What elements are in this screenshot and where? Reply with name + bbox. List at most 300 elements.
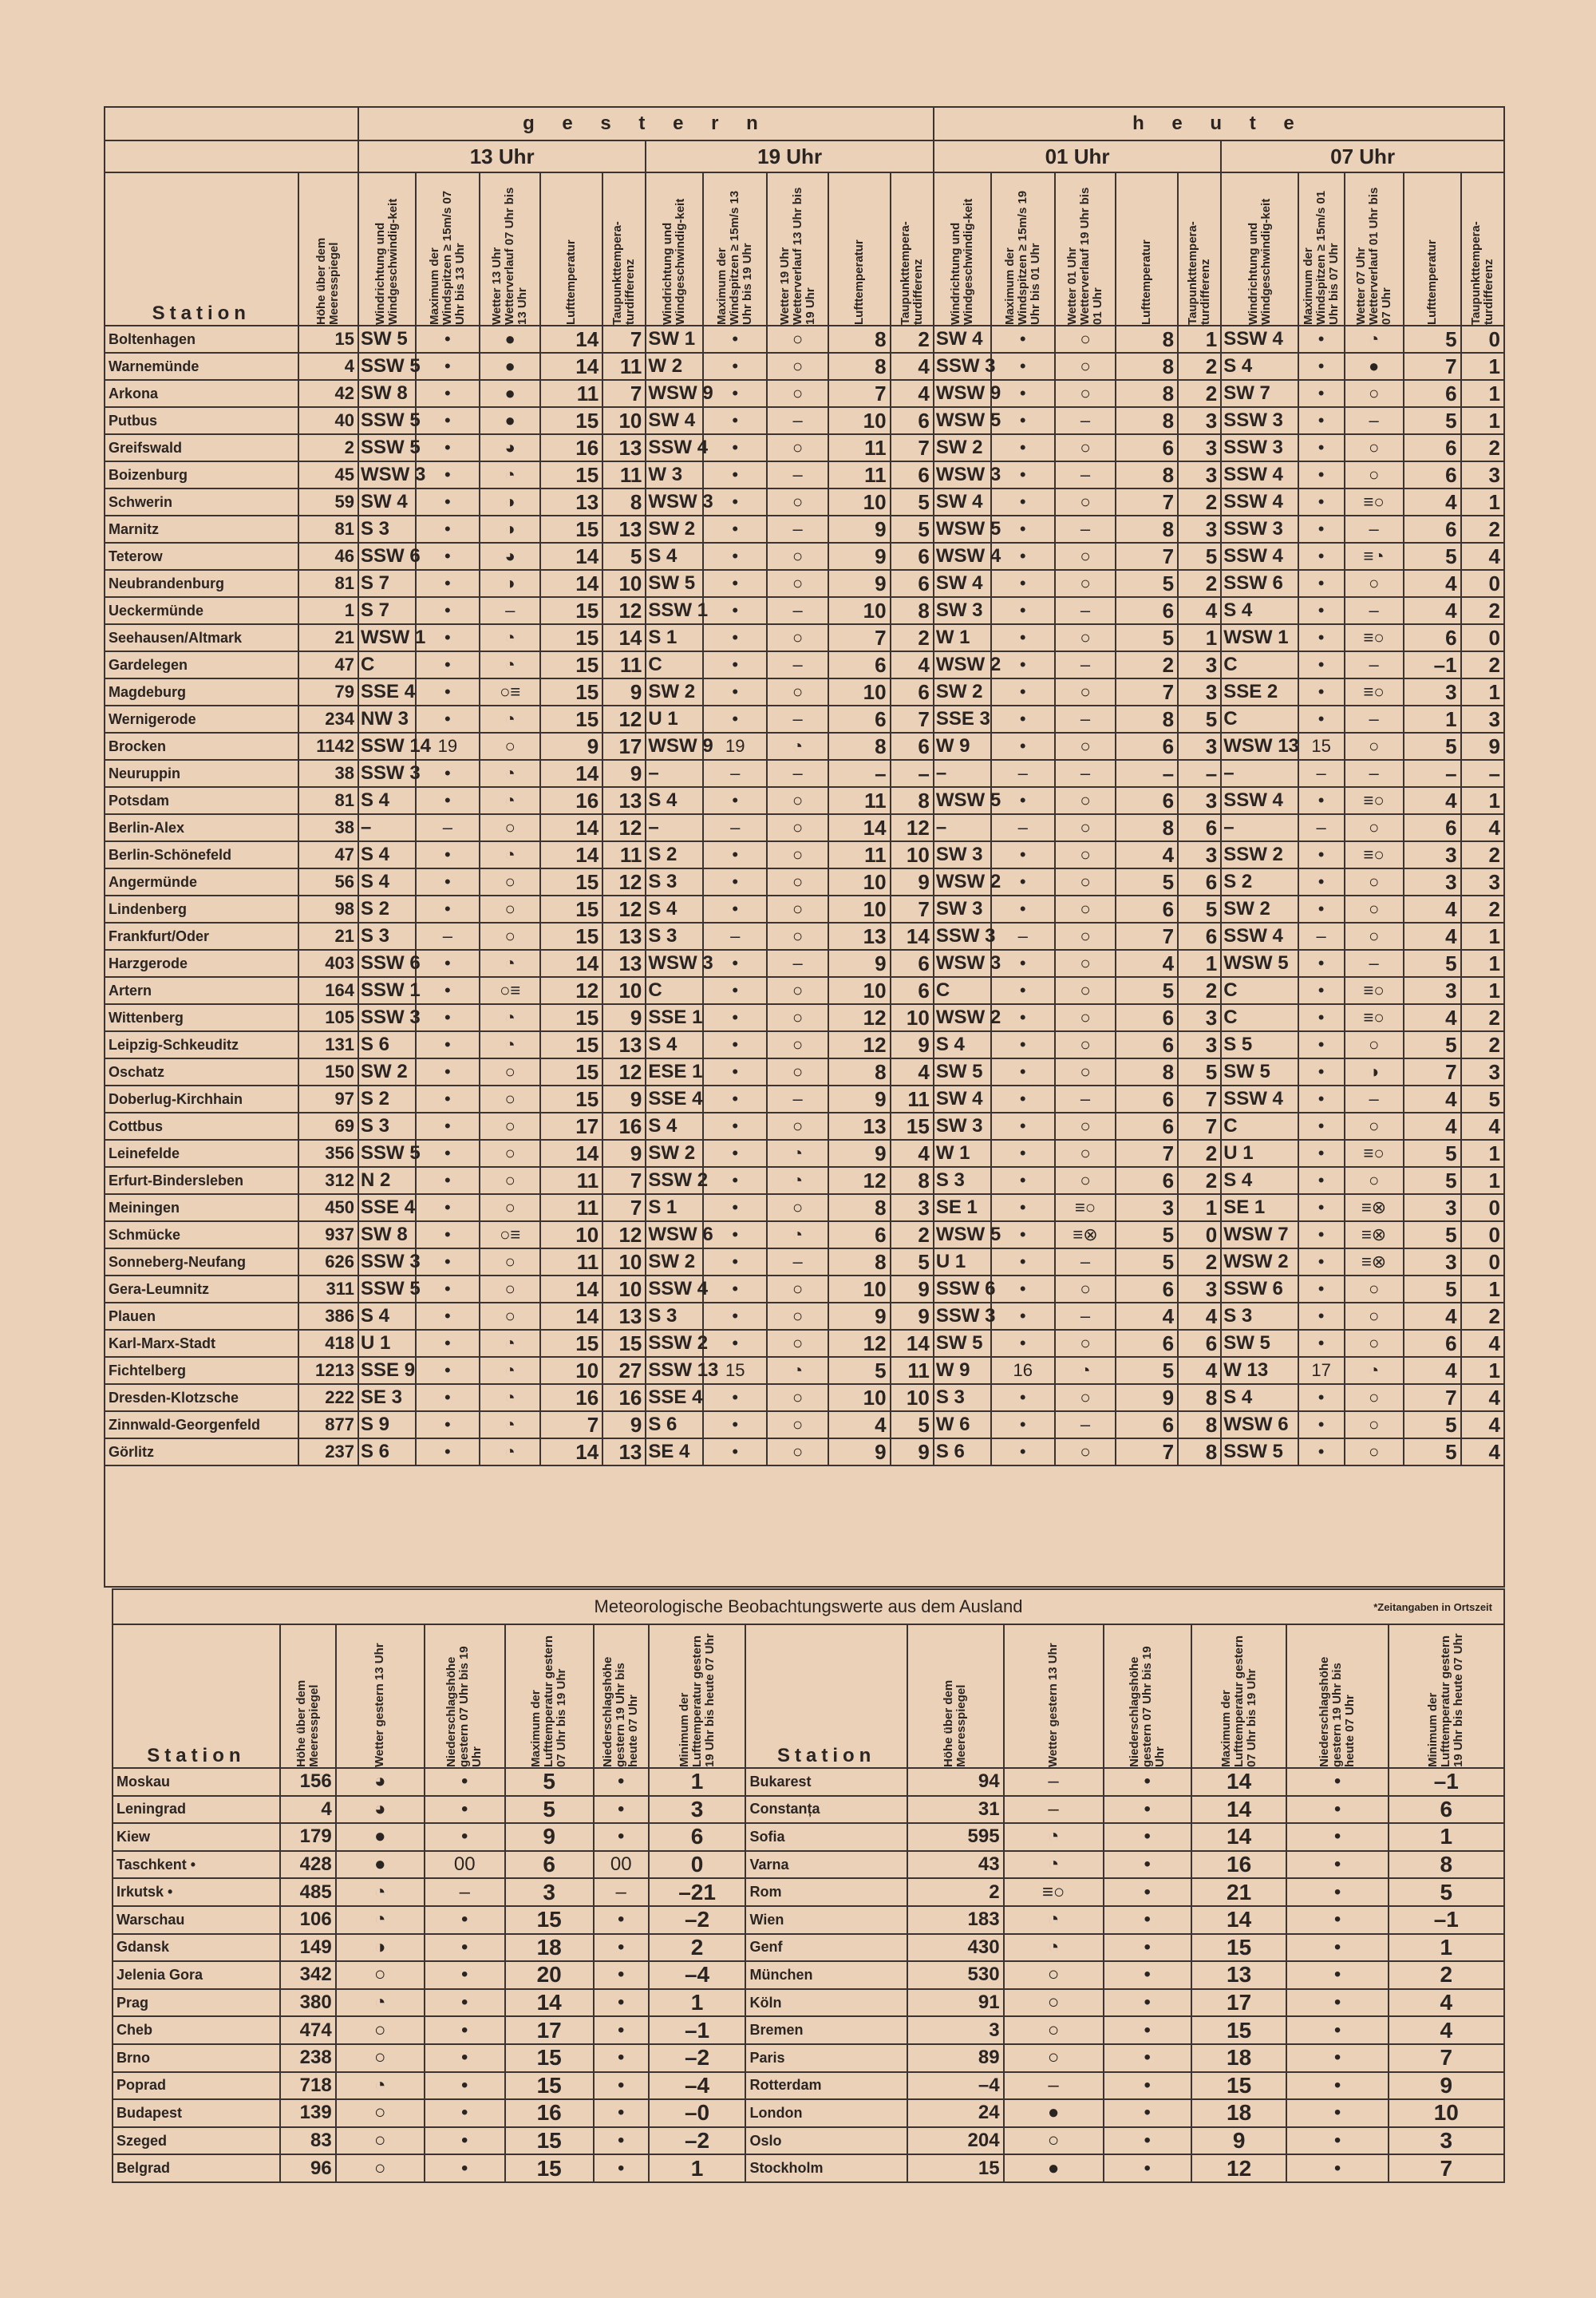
data-cell: •	[991, 868, 1055, 896]
station-name: Marnitz	[105, 516, 298, 543]
station-name: Gera-Leumnitz	[105, 1276, 298, 1303]
data-cell: WSW 9	[646, 380, 703, 407]
data-cell: C	[1221, 977, 1298, 1004]
data-cell: WSW 9	[934, 380, 991, 407]
data-cell: 11	[540, 1248, 602, 1276]
column-header-label: Maximum der Windspitzen ≥ 15m/s 07 Uhr bis 13 Uhr	[427, 190, 467, 325]
data-cell: 7	[1116, 1438, 1178, 1465]
foreign-data-cell: •	[425, 2154, 505, 2182]
data-cell: 16	[602, 1113, 646, 1140]
foreign-data-cell: –1	[1389, 1768, 1504, 1796]
foreign-data-cell: •	[594, 1823, 649, 1851]
data-cell: 2	[1461, 1004, 1504, 1031]
data-cell: SW 4	[934, 326, 991, 353]
data-cell: S 2	[646, 841, 703, 868]
data-cell: ○	[1055, 488, 1116, 516]
data-cell: 1	[1461, 950, 1504, 977]
data-cell: ○	[767, 1031, 828, 1058]
data-cell: ○	[1055, 1276, 1116, 1303]
data-cell: •	[1298, 1330, 1345, 1357]
data-cell: S 9	[358, 1411, 416, 1438]
table-row	[105, 896, 1504, 923]
data-cell: •	[1298, 1221, 1345, 1248]
data-cell: ◔	[1345, 326, 1404, 353]
data-cell: ○≡	[480, 977, 541, 1004]
time-group-01: 01 Uhr	[934, 140, 1221, 172]
data-cell: •	[991, 1221, 1055, 1248]
data-cell: •	[416, 841, 480, 868]
foreign-station-name: Sofia	[745, 1823, 907, 1851]
data-cell: •	[416, 1194, 480, 1221]
data-cell: 0	[1461, 570, 1504, 597]
data-cell: 12	[828, 1004, 891, 1031]
data-cell: •	[1298, 977, 1345, 1004]
data-cell: 1	[1461, 488, 1504, 516]
data-cell: 3	[1178, 1004, 1221, 1031]
data-cell: SSW 2	[646, 1167, 703, 1194]
data-cell: C	[358, 651, 416, 678]
station-name: Angermünde	[105, 868, 298, 896]
data-cell: 3	[1461, 1058, 1504, 1086]
data-cell: •	[991, 1140, 1055, 1167]
station-name: Warnemünde	[105, 353, 298, 380]
time-group-13: 13 Uhr	[358, 140, 646, 172]
foreign-data-cell: ○	[336, 2154, 425, 2182]
foreign-data-cell: •	[1104, 2099, 1191, 2127]
data-cell: 11	[828, 787, 891, 814]
data-cell: SSE 3	[934, 706, 991, 733]
data-cell: 10	[602, 407, 646, 434]
data-cell: 8	[828, 353, 891, 380]
foreign-column-label: Minimum der Lufttemperatur gestern 19 Uhr bis heute 07 Uhr	[1426, 1633, 1466, 1767]
data-cell: ≡○	[1345, 1140, 1404, 1167]
table-row	[105, 543, 1504, 570]
data-cell: S 4	[358, 1303, 416, 1330]
data-cell: ○	[1055, 1058, 1116, 1086]
column-header-0-2	[480, 172, 541, 326]
data-cell: ≡○	[1055, 1194, 1116, 1221]
data-cell: 9	[602, 760, 646, 787]
data-cell: –	[1055, 760, 1116, 787]
data-cell: 69	[298, 1113, 358, 1140]
data-cell: ≡⊗	[1345, 1194, 1404, 1221]
data-cell: SSW 1	[358, 977, 416, 1004]
foreign-data-cell: •	[1104, 1768, 1191, 1796]
data-cell: WSW 13	[1221, 733, 1298, 760]
station-name: Arkona	[105, 380, 298, 407]
data-cell: NW 3	[358, 706, 416, 733]
data-cell: 5	[1404, 1031, 1461, 1058]
data-cell: 3	[1461, 706, 1504, 733]
data-cell: SSW 14	[358, 733, 416, 760]
data-cell: 3	[1461, 461, 1504, 488]
foreign-data-cell: ◔	[336, 1906, 425, 1934]
data-cell: •	[1298, 1411, 1345, 1438]
data-cell: –	[1055, 706, 1116, 733]
foreign-station-name: Rotterdam	[745, 2072, 907, 2100]
data-cell: 9	[828, 1086, 891, 1113]
column-header-label: Windrichtung und Windgeschwindig-keit	[373, 198, 400, 325]
foreign-data-cell: 428	[280, 1851, 336, 1879]
data-cell: 81	[298, 787, 358, 814]
data-cell: 3	[1116, 1194, 1178, 1221]
data-cell: –	[703, 814, 767, 841]
data-cell: •	[1298, 1031, 1345, 1058]
data-cell: ○	[1055, 896, 1116, 923]
data-cell: ≡○	[1345, 678, 1404, 706]
foreign-data-cell: 24	[907, 2099, 1004, 2127]
station-name: Leipzig-Schkeuditz	[105, 1031, 298, 1058]
data-cell: ≡⊗	[1055, 1221, 1116, 1248]
data-cell: •	[1298, 706, 1345, 733]
data-cell: S 4	[1221, 1384, 1298, 1411]
data-cell: 15	[540, 1004, 602, 1031]
data-cell: •	[703, 380, 767, 407]
table-row	[105, 1031, 1504, 1058]
data-cell: –	[991, 814, 1055, 841]
data-cell: •	[703, 1221, 767, 1248]
data-cell: 16	[540, 434, 602, 461]
data-cell: 7	[1404, 353, 1461, 380]
foreign-data-cell: –1	[1389, 1906, 1504, 1934]
data-cell: •	[416, 380, 480, 407]
data-cell: W 9	[934, 1357, 991, 1384]
foreign-data-cell: 8	[1389, 1851, 1504, 1879]
foreign-data-cell: 15	[505, 2127, 594, 2155]
data-cell: •	[416, 1248, 480, 1276]
data-cell: WSW 2	[934, 1004, 991, 1031]
data-cell: SW 2	[358, 1058, 416, 1086]
data-cell: •	[703, 1303, 767, 1330]
data-cell: 9	[891, 1303, 934, 1330]
data-cell: •	[416, 1411, 480, 1438]
data-cell: 21	[298, 923, 358, 950]
data-cell: –	[1055, 1411, 1116, 1438]
foreign-table-row	[113, 1989, 1504, 2017]
data-cell: •	[416, 1031, 480, 1058]
foreign-station-name: Kiew	[113, 1823, 280, 1851]
data-cell: •	[703, 896, 767, 923]
data-cell: •	[991, 1411, 1055, 1438]
table-row	[105, 868, 1504, 896]
data-cell: •	[991, 1330, 1055, 1357]
foreign-data-cell: •	[425, 1989, 505, 2017]
data-cell: 4	[1404, 1357, 1461, 1384]
data-cell: 15	[602, 1330, 646, 1357]
data-cell: 311	[298, 1276, 358, 1303]
foreign-data-cell: 91	[907, 1989, 1004, 2017]
data-cell: 0	[1461, 624, 1504, 651]
foreign-data-cell: 139	[280, 2099, 336, 2127]
data-cell: 164	[298, 977, 358, 1004]
data-cell: 6	[891, 733, 934, 760]
data-cell: ○	[1055, 1031, 1116, 1058]
data-cell: 0	[1461, 326, 1504, 353]
data-cell: 15	[1298, 733, 1345, 760]
data-cell: SW 2	[1221, 896, 1298, 923]
data-cell: ○	[1055, 434, 1116, 461]
data-cell: ○	[1345, 1438, 1404, 1465]
data-cell: WSW 5	[934, 1221, 991, 1248]
table-row	[105, 1384, 1504, 1411]
data-cell: 13	[828, 923, 891, 950]
data-cell: 7	[602, 326, 646, 353]
data-cell: SW 4	[934, 488, 991, 516]
data-cell: 1	[1461, 977, 1504, 1004]
data-cell: •	[703, 1194, 767, 1221]
data-cell: –	[767, 706, 828, 733]
station-name: Putbus	[105, 407, 298, 434]
data-cell: S 7	[358, 597, 416, 624]
foreign-data-cell: •	[1286, 1768, 1388, 1796]
data-cell: ○	[1345, 1031, 1404, 1058]
data-cell: ≡○	[1345, 787, 1404, 814]
data-cell: 1	[1404, 706, 1461, 733]
foreign-data-cell: •	[1286, 1878, 1388, 1906]
data-cell: 5	[1178, 1058, 1221, 1086]
foreign-data-cell: ○	[1004, 1961, 1104, 1989]
data-cell: 9	[828, 570, 891, 597]
station-name: Zinnwald-Georgenfeld	[105, 1411, 298, 1438]
data-cell: 4	[1404, 1303, 1461, 1330]
data-cell: ○	[1055, 977, 1116, 1004]
data-cell: SSW 4	[1221, 488, 1298, 516]
data-cell: –	[767, 597, 828, 624]
data-cell: •	[991, 977, 1055, 1004]
data-cell: 14	[540, 543, 602, 570]
station-name: Brocken	[105, 733, 298, 760]
data-cell: SSW 4	[1221, 543, 1298, 570]
data-cell: 2	[1178, 488, 1221, 516]
data-cell: ◕	[480, 543, 541, 570]
table-row	[105, 923, 1504, 950]
data-cell: W 6	[934, 1411, 991, 1438]
data-cell: 15	[540, 868, 602, 896]
data-cell: 13	[602, 950, 646, 977]
data-cell: 6	[828, 651, 891, 678]
data-cell: ○	[480, 1248, 541, 1276]
data-cell: 8	[828, 326, 891, 353]
time-group-07: 07 Uhr	[1221, 140, 1504, 172]
data-cell: ●	[480, 380, 541, 407]
data-cell: 6	[1116, 1167, 1178, 1194]
data-cell: ◔	[480, 1031, 541, 1058]
data-cell: ○	[767, 434, 828, 461]
foreign-data-cell: –	[425, 1878, 505, 1906]
data-cell: S 3	[934, 1167, 991, 1194]
table-row	[105, 326, 1504, 353]
data-cell: SSE 4	[358, 1194, 416, 1221]
data-cell: WSW 1	[358, 624, 416, 651]
data-cell: •	[703, 868, 767, 896]
data-cell: 3	[891, 1194, 934, 1221]
data-cell: SSW 3	[358, 760, 416, 787]
data-cell: •	[991, 706, 1055, 733]
station-name: Oschatz	[105, 1058, 298, 1086]
station-name: Greifswald	[105, 434, 298, 461]
foreign-data-cell: •	[594, 1906, 649, 1934]
foreign-table-row	[113, 1796, 1504, 1824]
foreign-station-name: Bremen	[745, 2016, 907, 2044]
column-header-label: Wetter 13 Uhr Wetterverlauf 07 Uhr bis 13 Uhr	[490, 187, 530, 325]
column-header-label: Taupunkttempera-turdifferenz	[1468, 221, 1495, 325]
data-cell: 6	[891, 543, 934, 570]
data-cell: WSW 5	[934, 516, 991, 543]
data-cell: ≡⊗	[1345, 1248, 1404, 1276]
foreign-data-cell: •	[594, 2127, 649, 2155]
data-cell: 14	[540, 570, 602, 597]
foreign-data-cell: •	[594, 1768, 649, 1796]
data-cell: ○	[767, 678, 828, 706]
data-cell: U 1	[1221, 1140, 1298, 1167]
data-cell: WSW 3	[934, 950, 991, 977]
foreign-data-cell: –4	[649, 2072, 746, 2100]
data-cell: ○	[1345, 434, 1404, 461]
data-cell: 4	[1404, 923, 1461, 950]
data-cell: SW 5	[1221, 1058, 1298, 1086]
data-cell: SW 2	[646, 678, 703, 706]
data-cell: 6	[1404, 434, 1461, 461]
column-header-label: Wetter 19 Uhr Wetterverlauf 13 Uhr bis 19 Uhr	[777, 187, 817, 325]
data-cell: 8	[891, 597, 934, 624]
data-cell: ◔	[480, 1357, 541, 1384]
data-cell: 11	[540, 380, 602, 407]
foreign-data-cell: •	[1104, 2127, 1191, 2155]
station-name: Fichtelberg	[105, 1357, 298, 1384]
foreign-column-header	[505, 1624, 594, 1768]
station-name: Teterow	[105, 543, 298, 570]
data-cell: 19	[703, 733, 767, 760]
title-empty-cell	[105, 107, 358, 140]
data-cell: 15	[891, 1113, 934, 1140]
data-cell: S 3	[646, 868, 703, 896]
data-cell: WSW 2	[934, 868, 991, 896]
column-header-1-1	[703, 172, 767, 326]
data-cell: SSW 2	[1221, 841, 1298, 868]
foreign-data-cell: 238	[280, 2044, 336, 2072]
data-cell: –	[1055, 651, 1116, 678]
data-cell: 8	[1116, 814, 1178, 841]
column-header-1-3	[828, 172, 891, 326]
foreign-title-cell	[113, 1589, 1504, 1624]
data-cell: –	[1055, 1086, 1116, 1113]
foreign-data-cell: 430	[907, 1934, 1004, 1962]
foreign-column-header	[907, 1624, 1004, 1768]
data-cell: –	[646, 760, 703, 787]
data-cell: 6	[891, 950, 934, 977]
data-cell: W 3	[646, 461, 703, 488]
data-cell: –	[1345, 516, 1404, 543]
data-cell: WSW 2	[1221, 1248, 1298, 1276]
foreign-data-cell: –	[1004, 1796, 1104, 1824]
data-cell: –	[646, 814, 703, 841]
foreign-data-cell: •	[1286, 2099, 1388, 2127]
data-cell: 3	[1178, 678, 1221, 706]
data-cell: SSE 9	[358, 1357, 416, 1384]
column-header-label: Windrichtung und Windgeschwindig-keit	[948, 198, 975, 325]
data-cell: ○	[1345, 570, 1404, 597]
data-cell: •	[991, 624, 1055, 651]
data-cell: •	[1298, 1086, 1345, 1113]
data-cell: 5	[1404, 1276, 1461, 1303]
data-cell: ○≡	[480, 678, 541, 706]
data-cell: –	[1221, 760, 1298, 787]
data-cell: •	[1298, 380, 1345, 407]
data-cell: ○	[767, 1004, 828, 1031]
table-row	[105, 1167, 1504, 1194]
station-name: Dresden-Klotzsche	[105, 1384, 298, 1411]
data-cell: 3	[1178, 733, 1221, 760]
foreign-table-row	[113, 2072, 1504, 2100]
data-cell: SE 1	[934, 1194, 991, 1221]
foreign-data-cell: ◔	[1004, 1823, 1104, 1851]
data-cell: SSW 3	[358, 1248, 416, 1276]
data-cell: S 7	[358, 570, 416, 597]
data-cell: 5	[891, 1248, 934, 1276]
table-row	[105, 488, 1504, 516]
data-cell: ○	[480, 1167, 541, 1194]
data-cell: 8	[828, 1194, 891, 1221]
data-cell: 14	[602, 624, 646, 651]
data-cell: 7	[1404, 1384, 1461, 1411]
data-cell: ○	[1055, 1140, 1116, 1167]
data-cell: 4	[1404, 488, 1461, 516]
data-cell: 13	[602, 516, 646, 543]
data-cell: 9	[828, 516, 891, 543]
data-cell: 5	[1404, 1140, 1461, 1167]
data-cell: ≡◔	[1345, 543, 1404, 570]
table-row	[105, 1058, 1504, 1086]
foreign-data-cell: •	[1286, 1851, 1388, 1879]
foreign-data-cell: 14	[505, 1989, 594, 2017]
data-cell: –	[991, 923, 1055, 950]
data-cell: ○≡	[480, 1221, 541, 1248]
data-cell: ○	[1345, 1167, 1404, 1194]
data-cell: 56	[298, 868, 358, 896]
station-name: Seehausen/Altmark	[105, 624, 298, 651]
data-cell: –	[1055, 1303, 1116, 1330]
data-cell: •	[991, 1384, 1055, 1411]
data-cell: –	[767, 407, 828, 434]
data-cell: ○	[1055, 868, 1116, 896]
data-cell: 5	[1116, 570, 1178, 597]
data-cell: •	[416, 706, 480, 733]
station-name: Plauen	[105, 1303, 298, 1330]
data-cell: ○	[767, 1194, 828, 1221]
data-cell: 10	[828, 407, 891, 434]
foreign-data-cell: 16	[505, 2099, 594, 2127]
data-cell: SW 8	[358, 380, 416, 407]
foreign-data-cell: •	[1286, 1906, 1388, 1934]
data-cell: •	[416, 1140, 480, 1167]
data-cell: 5	[1116, 1248, 1178, 1276]
column-header-label: Lufttemperatur	[1140, 239, 1154, 325]
foreign-data-cell: •	[1104, 2016, 1191, 2044]
data-cell: 9	[891, 1438, 934, 1465]
data-cell: •	[1298, 516, 1345, 543]
foreign-data-cell: •	[425, 2044, 505, 2072]
station-name: Frankfurt/Oder	[105, 923, 298, 950]
data-cell: •	[991, 597, 1055, 624]
data-cell: 4	[1116, 841, 1178, 868]
foreign-table-row	[113, 2044, 1504, 2072]
data-cell: 5	[1116, 977, 1178, 1004]
data-cell: •	[703, 461, 767, 488]
foreign-data-cell: 5	[1389, 1878, 1504, 1906]
data-cell: SSW 3	[1221, 516, 1298, 543]
data-cell: ○	[767, 1411, 828, 1438]
foreign-data-cell: ○	[1004, 2016, 1104, 2044]
